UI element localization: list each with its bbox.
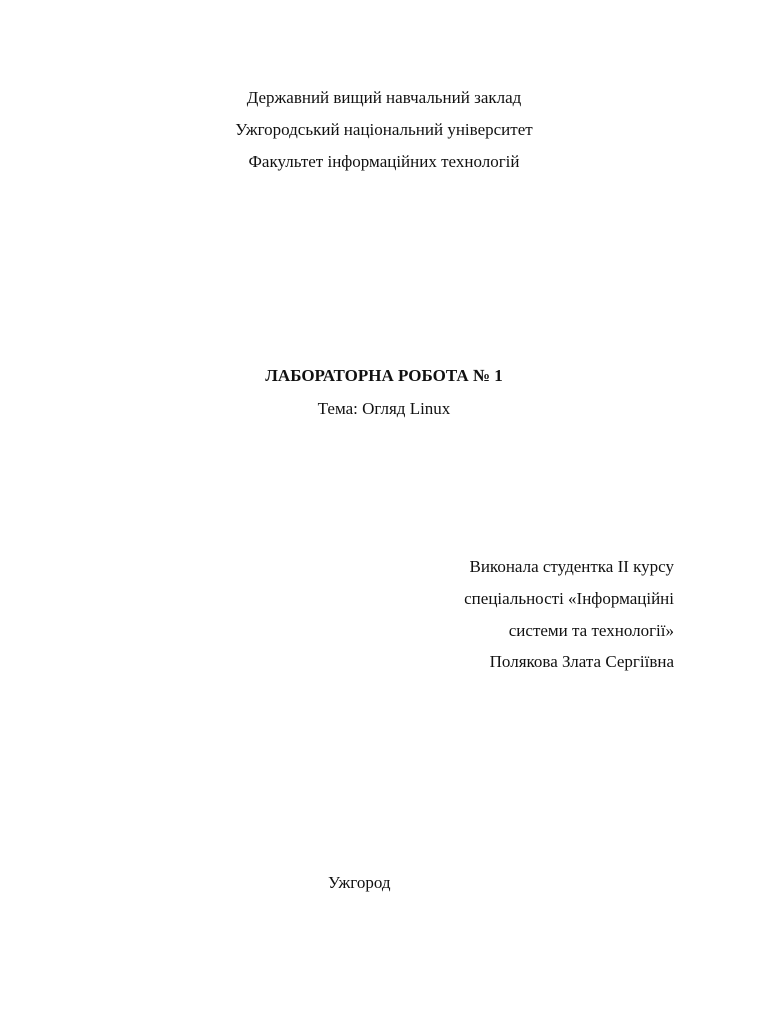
author-line-1: Виконала студентка ІІ курсу — [469, 557, 674, 576]
institution-type: Державний вищий навчальний заклад — [246, 88, 522, 107]
author-name: Полякова Злата Сергіївна — [489, 652, 674, 671]
faculty-name: Факультет інформаційних технологій — [248, 152, 520, 171]
document-title: ЛАБОРАТОРНА РОБОТА № 1 — [265, 366, 503, 385]
author-line-2: спеціальності «Інформаційні — [464, 589, 674, 608]
university-name: Ужгородський національний університет — [235, 120, 533, 139]
document-topic: Тема: Огляд Linux — [317, 399, 451, 418]
author-line-3: системи та технології» — [508, 621, 674, 640]
city-name: Ужгород — [328, 873, 391, 892]
